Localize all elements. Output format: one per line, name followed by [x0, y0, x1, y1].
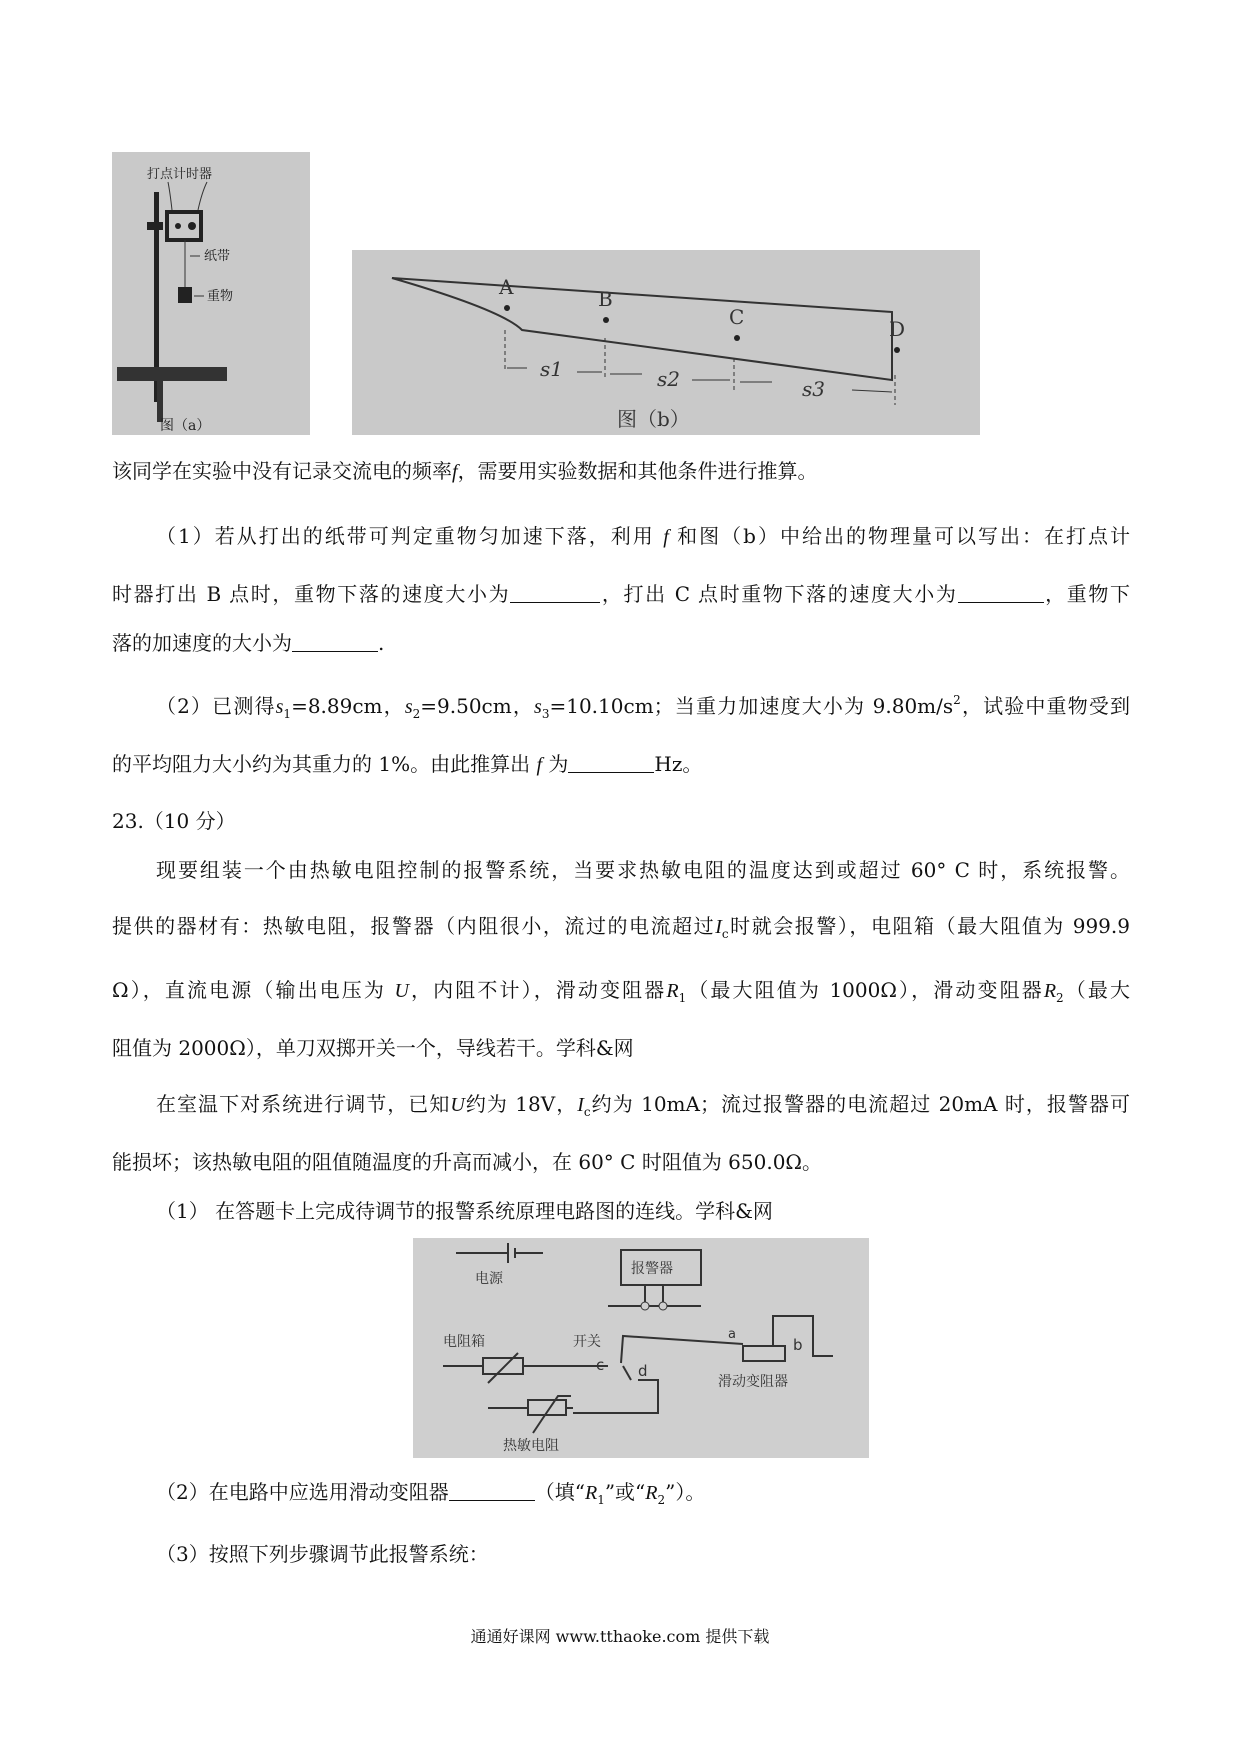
label-a: a: [728, 1327, 736, 1342]
q23-line3: Ω），直流电源（输出电压为 U，内阻不计），滑动变阻器$R_1$（最大阻值为 1000Ω），滑动变阻器$R_2$（最大: [112, 978, 1130, 1005]
q22-part1-line2: 时器打出 B 点时，重物下落的速度大小为 ，打出 C 点时重物下落的速度大小为 ，重物下: [112, 582, 1130, 606]
label-rheostat: 滑动变阻器: [718, 1374, 788, 1390]
label-resistor-box: 电阻箱: [443, 1334, 485, 1350]
circuit-diagram: [413, 1238, 869, 1458]
footer-source: 通通好课网 www.tthaoke.com 提供下载: [470, 1627, 770, 1646]
q22-part1-line3: 落的加速度的大小为 .: [112, 631, 385, 655]
label-b: b: [793, 1336, 803, 1354]
q23-part2: （2）在电路中应选用滑动变阻器 （填“$R_1$”或“$R_2$”）。: [156, 1480, 706, 1507]
segment-s2: s2: [657, 367, 680, 391]
answer-blank-accel[interactable]: [292, 633, 378, 652]
label-thermistor: 热敏电阻: [503, 1438, 559, 1454]
label-timer: 打点计时器: [147, 167, 213, 182]
label-power: 电源: [475, 1271, 503, 1287]
point-b: B: [598, 287, 613, 311]
label-tape: 纸带: [204, 249, 231, 264]
figure-a-caption: 图（a）: [160, 418, 211, 434]
q23-line1: 现要组装一个由热敏电阻控制的报警系统，当要求热敏电阻的温度达到或超过 60° C 时，系统报警。: [156, 858, 1130, 882]
answer-blank-vb[interactable]: [510, 584, 600, 603]
figure-a-timer-setup: [112, 152, 310, 435]
q23-part3: （3）按照下列步骤调节此报警系统：: [156, 1542, 489, 1566]
q23-line6: 能损坏；该热敏电阻的阻值随温度的升高而减小，在 60° C 时阻值为 650.0Ω。: [112, 1150, 823, 1174]
q22-intro: 该同学在实验中没有记录交流电的频率f，需要用实验数据和其他条件进行推算。: [112, 459, 818, 483]
q23-line2: 提供的器材有：热敏电阻，报警器（内阻很小，流过的电流超过$I_c$时就会报警），电阻箱（最大阻值为 999.9: [112, 914, 1130, 941]
answer-blank-vc[interactable]: [958, 584, 1044, 603]
q23-line5: 在室温下对系统进行调节，已知U约为 18V，$I_c$约为 10mA；流过报警器的电流超过 20mA 时，报警器可: [156, 1092, 1131, 1119]
label-alarm: 报警器: [631, 1261, 673, 1277]
label-switch: 开关: [573, 1334, 601, 1350]
q22-part1-line1: （1）若从打出的纸带可判定重物匀加速下落，利用 f 和图（b）中给出的物理量可以写出：在打点计: [156, 524, 1131, 548]
q23-line4: 阻值为 2000Ω），单刀双掷开关一个，导线若干。学科&网: [112, 1036, 634, 1060]
label-weight: 重物: [207, 289, 234, 304]
point-a: A: [499, 275, 514, 299]
point-c: C: [729, 305, 745, 329]
segment-s1: s1: [540, 357, 563, 381]
figure-b-paper-tape: [352, 250, 980, 435]
segment-s3: s3: [802, 377, 825, 401]
q23-part1: （1） 在答题卡上完成待调节的报警系统原理电路图的连线。学科&网: [156, 1199, 773, 1223]
q23-title: 23.（10 分）: [112, 809, 236, 833]
label-c: c: [596, 1356, 605, 1374]
point-d: D: [889, 317, 906, 341]
answer-blank-frequency[interactable]: [568, 754, 654, 773]
q22-part2-line1: （2）已测得$s_1=8.89cm$，$s_2=9.50cm$，$s_3=10.10cm$；当重力加速度大小为 $9.80m/s^2$，试验中重物受到: [156, 693, 1130, 721]
q22-part2-line2: 的平均阻力大小约为其重力的 1%。由此推算出 f 为 Hz。: [112, 752, 703, 776]
label-d: d: [638, 1362, 648, 1380]
answer-blank-rheostat[interactable]: [449, 1482, 535, 1501]
figure-b-caption: 图（b）: [617, 407, 690, 431]
